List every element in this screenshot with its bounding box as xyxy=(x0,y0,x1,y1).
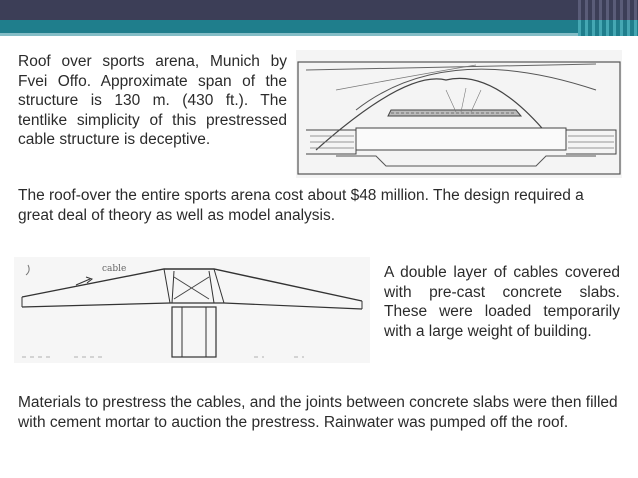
cable-sketch-image xyxy=(14,257,370,363)
arena-sketch-image xyxy=(296,50,622,178)
paragraph-cable-layers: A double layer of cables covered with pre-cast concrete slabs. These were loaded temporarily with a large weight of building. xyxy=(384,264,620,340)
header-stripes-accent xyxy=(578,20,638,36)
header-accent-band xyxy=(0,20,638,33)
paragraph-arena-description: Roof over sports arena, Munich by Fvei Offo. Approximate span of the structure is 130 m. (430 ft.). The tentlike simplicity of this prestressed cable structure is deceptive. xyxy=(18,53,287,149)
header-bar xyxy=(0,0,638,20)
paragraph-cost: The roof-over the entire sports arena cost about $48 million. The design required a great deal of theory as well as model analysis. xyxy=(18,187,584,224)
cable-label: cable xyxy=(102,264,127,274)
header-accent-line xyxy=(0,33,638,36)
paragraph-materials: Materials to prestress the cables, and the joints between concrete slabs were then filled with cement mortar to auction the prestress. Rainwater was pumped off the roof. xyxy=(18,394,618,431)
